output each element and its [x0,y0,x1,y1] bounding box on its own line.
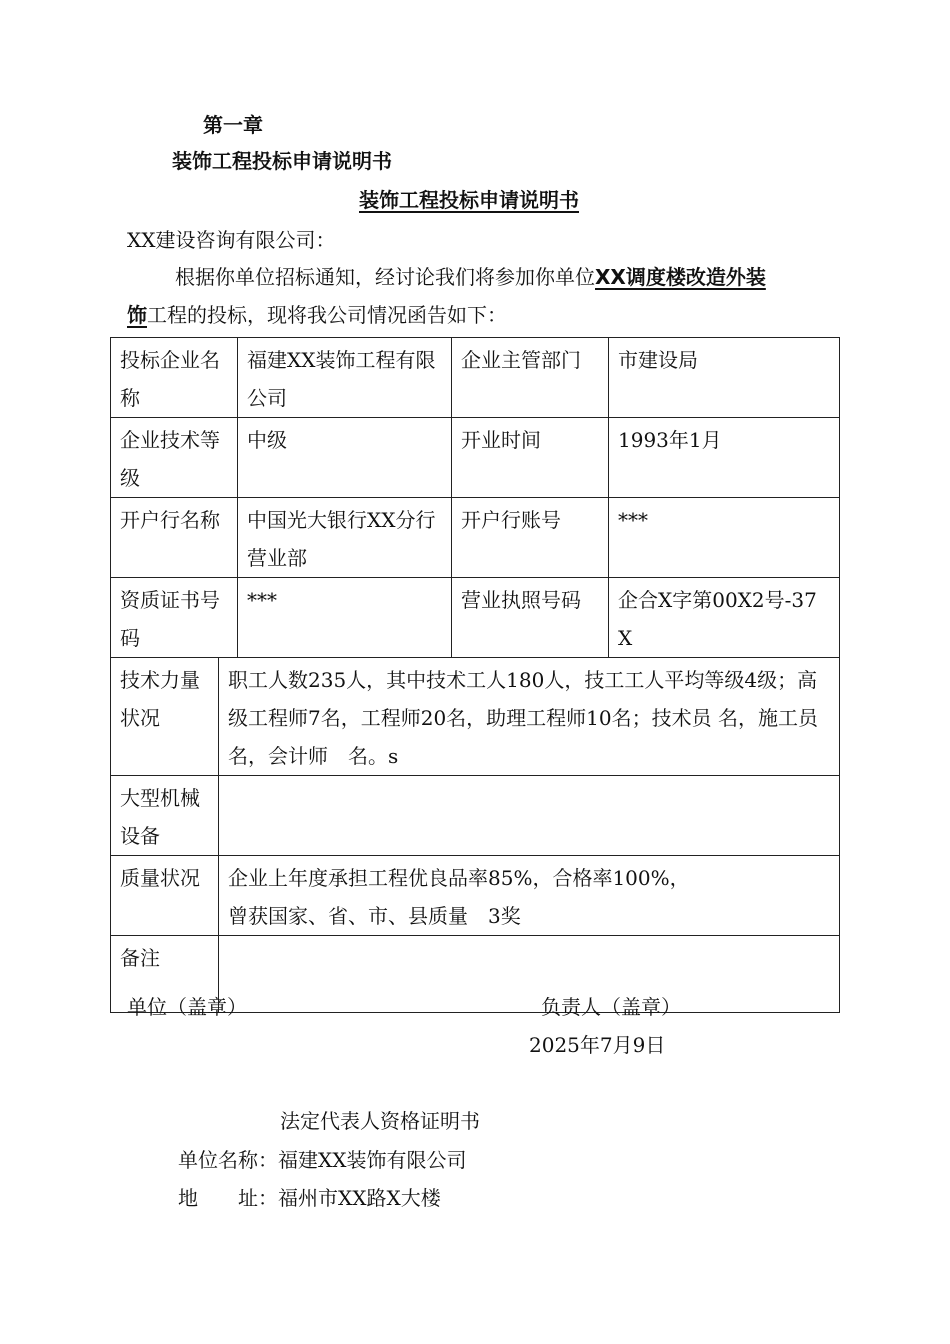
company-info-table [110,337,840,1013]
project-name-part2: 饰 [127,303,147,327]
unit-seal: 单位（盖章） [127,995,247,1019]
company-name-label: 投标企业名称 [111,338,238,418]
quality-value [219,856,840,936]
cert-number-label: 资质证书号码 [111,578,238,658]
table-row [111,776,840,856]
open-time-label: 开业时间 [452,418,609,498]
company-name-value: 福建XX装饰工程有限公司 [238,338,452,418]
person-seal: 负责人（盖章） [541,995,681,1019]
section-title: 装饰工程投标申请说明书 [172,149,392,173]
department-value: 市建设局 [609,338,840,418]
department-label: 企业主管部门 [452,338,609,418]
bank-label: 开户行名称 [111,498,238,578]
chapter-heading: 第一章 [203,113,263,137]
table-row [111,658,840,776]
sign-date: 2025年7月9日 [529,1033,666,1057]
cert-title: 法定代表人资格证明书 [280,1109,480,1133]
remarks-label: 备注 [111,936,219,1013]
table-row [111,578,840,658]
remarks-value [219,936,840,1013]
quality-label: 质量状况 [111,856,219,936]
open-time-value: 1993年1月 [609,418,840,498]
machinery-value [219,776,840,856]
project-name-part1: XX调度楼改造外装 [595,265,766,289]
table-row [111,856,840,936]
intro-before: 根据你单位招标通知，经讨论我们将参加你单位 [175,265,595,289]
table-row [111,338,840,418]
quality-line-1: 企业上年度承担工程优良品率85%，合格率100%， [228,866,690,890]
cert-address: 地 址：福州市XX路X大楼 [178,1186,441,1210]
license-value: 企合X字第00X2号-37X [609,578,840,658]
tech-level-value: 中级 [238,418,452,498]
tech-level-label: 企业技术等级 [111,418,238,498]
machinery-label: 大型机械设备 [111,776,219,856]
cert-number-value: *** [238,578,452,658]
account-value: *** [609,498,840,578]
cert-unit-name: 单位名称：福建XX装饰有限公司 [178,1148,467,1172]
account-label: 开户行账号 [452,498,609,578]
bank-value: 中国光大银行XX分行营业部 [238,498,452,578]
tech-force-value: 职工人数235人，其中技术工人180人，技工工人平均等级4级；高级工程师7名，工程师20名，助理工程师10名；技术员 名，施工员 名，会计师 名。s [219,658,840,776]
license-label: 营业执照号码 [452,578,609,658]
intro-line-1 [175,267,766,287]
table-row [111,498,840,578]
addressee: XX建设咨询有限公司： [127,228,336,252]
document-title: 装饰工程投标申请说明书 [359,188,579,212]
intro-line-2 [127,305,507,325]
tech-force-label: 技术力量状况 [111,658,219,776]
quality-line-2: 曾获国家、省、市、县质量 3奖 [228,904,521,928]
intro-after: 工程的投标，现将我公司情况函告如下： [147,303,507,327]
table-row [111,418,840,498]
